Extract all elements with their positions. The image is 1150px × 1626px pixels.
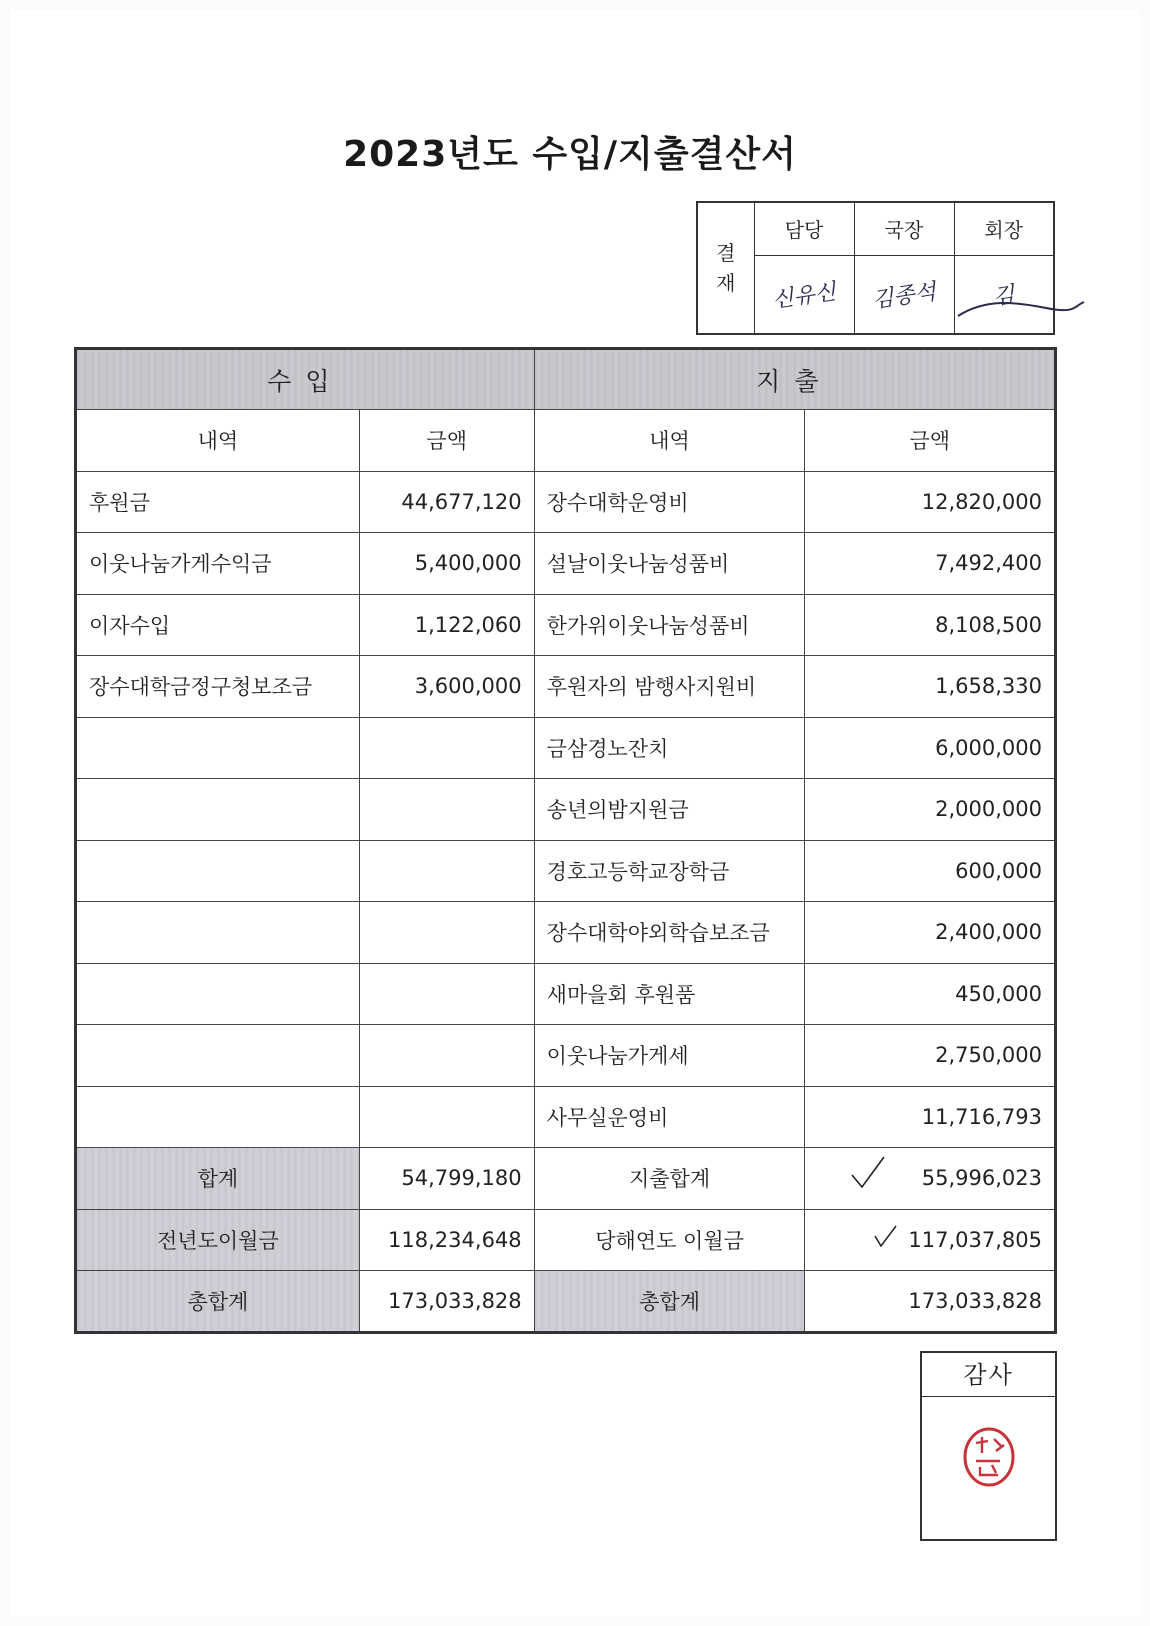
table-row bbox=[76, 779, 1056, 841]
expense-item: 후원자의 밤행사지원비 bbox=[534, 656, 805, 718]
income-subtotal-label: 합계 bbox=[76, 1148, 360, 1210]
expense-subtotal-label: 지출합계 bbox=[534, 1148, 805, 1210]
table-row bbox=[76, 594, 1056, 656]
audit-box bbox=[920, 1351, 1057, 1541]
expense-amount: 8,108,500 bbox=[805, 594, 1056, 656]
income-item: 이웃나눔가게수익금 bbox=[76, 533, 360, 595]
expense-item: 새마을회 후원품 bbox=[534, 963, 805, 1025]
expense-subtotal-amount: 55,996,023 bbox=[805, 1148, 1056, 1210]
audit-label: 감사 bbox=[922, 1353, 1055, 1397]
expense-amount: 12,820,000 bbox=[805, 471, 1056, 533]
income-grand-amount: 173,033,828 bbox=[359, 1271, 534, 1333]
expense-item: 송년의밤지원금 bbox=[534, 779, 805, 841]
income-amount: 3,600,000 bbox=[359, 656, 534, 718]
check-mark-icon bbox=[848, 1153, 888, 1193]
expense-amount: 2,400,000 bbox=[805, 902, 1056, 964]
expense-amount: 2,750,000 bbox=[805, 1025, 1056, 1087]
income-item: 장수대학금정구청보조금 bbox=[76, 656, 360, 718]
expense-amount: 2,000,000 bbox=[805, 779, 1056, 841]
approval-role-chair: 회장 bbox=[954, 202, 1054, 255]
income-col-amount: 금액 bbox=[359, 410, 534, 472]
expense-item: 장수대학운영비 bbox=[534, 471, 805, 533]
income-amount: 5,400,000 bbox=[359, 533, 534, 595]
table-row bbox=[76, 656, 1056, 718]
document-title: 2023년도 수입/지출결산서 bbox=[343, 134, 797, 175]
expense-section-header: 지출 bbox=[534, 349, 1055, 410]
income-item bbox=[76, 902, 360, 964]
income-amount bbox=[359, 779, 534, 841]
income-amount bbox=[359, 717, 534, 779]
expense-grand-amount: 173,033,828 bbox=[805, 1271, 1056, 1333]
table-row bbox=[76, 471, 1056, 533]
income-section-header: 수입 bbox=[76, 349, 535, 410]
approval-side-label: 결 재 bbox=[697, 202, 754, 334]
expense-item: 장수대학야외학습보조금 bbox=[534, 902, 805, 964]
approval-role-staff: 담당 bbox=[754, 202, 854, 255]
seal-stamp-icon bbox=[958, 1423, 1020, 1491]
income-item bbox=[76, 1086, 360, 1148]
income-item: 이자수입 bbox=[76, 594, 360, 656]
income-amount bbox=[359, 840, 534, 902]
expense-amount: 450,000 bbox=[805, 963, 1056, 1025]
income-amount: 44,677,120 bbox=[359, 471, 534, 533]
income-item bbox=[76, 779, 360, 841]
income-item bbox=[76, 963, 360, 1025]
expense-grand-label: 총합계 bbox=[534, 1271, 805, 1333]
table-row bbox=[76, 840, 1056, 902]
expense-item: 이웃나눔가게세 bbox=[534, 1025, 805, 1087]
expense-amount: 600,000 bbox=[805, 840, 1056, 902]
income-subtotal-amount: 54,799,180 bbox=[359, 1148, 534, 1210]
table-row bbox=[76, 533, 1056, 595]
table-row bbox=[76, 717, 1056, 779]
expense-item: 경호고등학교장학금 bbox=[534, 840, 805, 902]
grand-total-row bbox=[76, 1271, 1056, 1333]
expense-amount: 11,716,793 bbox=[805, 1086, 1056, 1148]
income-amount bbox=[359, 902, 534, 964]
income-carry-amount: 118,234,648 bbox=[359, 1209, 534, 1271]
approval-signature-chair: 김 bbox=[954, 255, 1054, 334]
income-item bbox=[76, 1025, 360, 1087]
document-page bbox=[10, 10, 1140, 1616]
income-item bbox=[76, 717, 360, 779]
income-col-item: 내역 bbox=[76, 410, 360, 472]
expense-item: 한가위이웃나눔성품비 bbox=[534, 594, 805, 656]
expense-col-amount: 금액 bbox=[805, 410, 1056, 472]
expense-item: 금삼경노잔치 bbox=[534, 717, 805, 779]
table-row bbox=[76, 902, 1056, 964]
subtotal-row bbox=[76, 1148, 1056, 1210]
income-carry-label: 전년도이월금 bbox=[76, 1209, 360, 1271]
expense-item: 설날이웃나눔성품비 bbox=[534, 533, 805, 595]
income-amount bbox=[359, 1025, 534, 1087]
table-row bbox=[76, 1086, 1056, 1148]
income-grand-label: 총합계 bbox=[76, 1271, 360, 1333]
expense-carry-label: 당해연도 이월금 bbox=[534, 1209, 805, 1271]
check-mark-icon bbox=[872, 1222, 900, 1250]
expense-col-item: 내역 bbox=[534, 410, 805, 472]
ledger-table bbox=[74, 347, 1057, 1334]
income-item: 후원금 bbox=[76, 471, 360, 533]
expense-amount: 1,658,330 bbox=[805, 656, 1056, 718]
expense-item: 사무실운영비 bbox=[534, 1086, 805, 1148]
income-amount bbox=[359, 963, 534, 1025]
approval-signature-director: 김종석 bbox=[854, 255, 954, 334]
approval-signature-staff: 신유신 bbox=[754, 255, 854, 334]
signature-stroke-icon bbox=[956, 278, 1086, 338]
income-amount bbox=[359, 1086, 534, 1148]
income-item bbox=[76, 840, 360, 902]
carry-row bbox=[76, 1209, 1056, 1271]
approval-role-director: 국장 bbox=[854, 202, 954, 255]
table-row bbox=[76, 963, 1056, 1025]
expense-carry-amount: 117,037,805 bbox=[805, 1209, 1056, 1271]
expense-amount: 6,000,000 bbox=[805, 717, 1056, 779]
table-row bbox=[76, 1025, 1056, 1087]
expense-amount: 7,492,400 bbox=[805, 533, 1056, 595]
income-amount: 1,122,060 bbox=[359, 594, 534, 656]
